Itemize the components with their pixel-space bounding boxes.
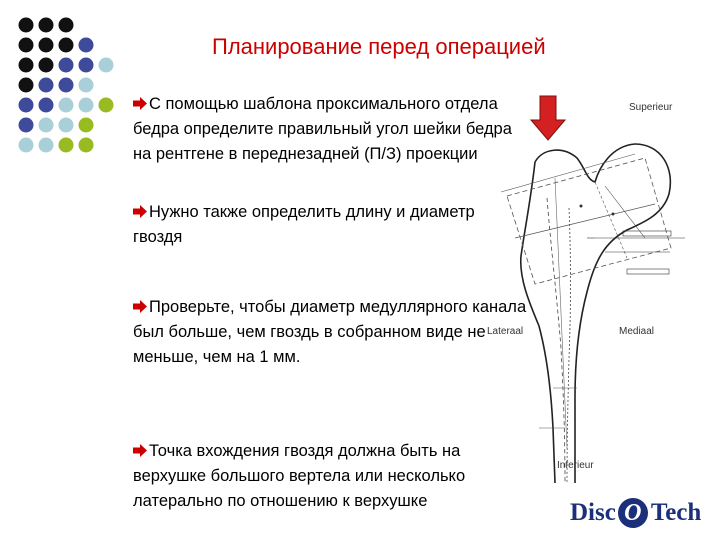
bullet-text: Точка вхождения гвоздя должна быть на верхушке большого вертела или несколько латерально по отношению к верхушке [133, 442, 466, 510]
entry-point-arrow-icon [531, 96, 565, 140]
label-medial: Mediaal [619, 326, 655, 337]
bullet-text: Нужно также определить длину и диаметр гвоздя [133, 203, 475, 246]
bullet-text: Проверьте, чтобы диаметр медуллярного канала был больше, чем гвоздь в собранном виде не меньше, чем на 1 мм. [133, 298, 527, 366]
decorative-dot-grid [0, 0, 130, 160]
bullet-text: С помощью шаблона проксимального отдела бедра определите правильный угол шейки бедра на рентгене в переднезадней (П/З) проекции [133, 95, 512, 163]
femur-template-figure [487, 88, 720, 483]
label-inferior: Inferieur [557, 460, 594, 471]
bullet-item [133, 439, 528, 514]
arrow-bullet-icon [133, 97, 147, 110]
slide-title: Планирование перед операцией [212, 34, 546, 59]
bullet-item [133, 295, 528, 370]
logo-o-mark-icon: O [618, 498, 648, 528]
arrow-bullet-icon [133, 300, 147, 313]
arrow-bullet-icon [133, 205, 147, 218]
disc-o-tech-logo: Disc O Tech [570, 499, 702, 526]
label-superior: Superieur [629, 102, 673, 113]
bullet-item [133, 92, 528, 167]
bullet-item [133, 200, 528, 250]
femur-template-drawing [495, 88, 720, 483]
arrow-bullet-icon [133, 444, 147, 457]
label-lateral: Lateraal [487, 326, 524, 337]
